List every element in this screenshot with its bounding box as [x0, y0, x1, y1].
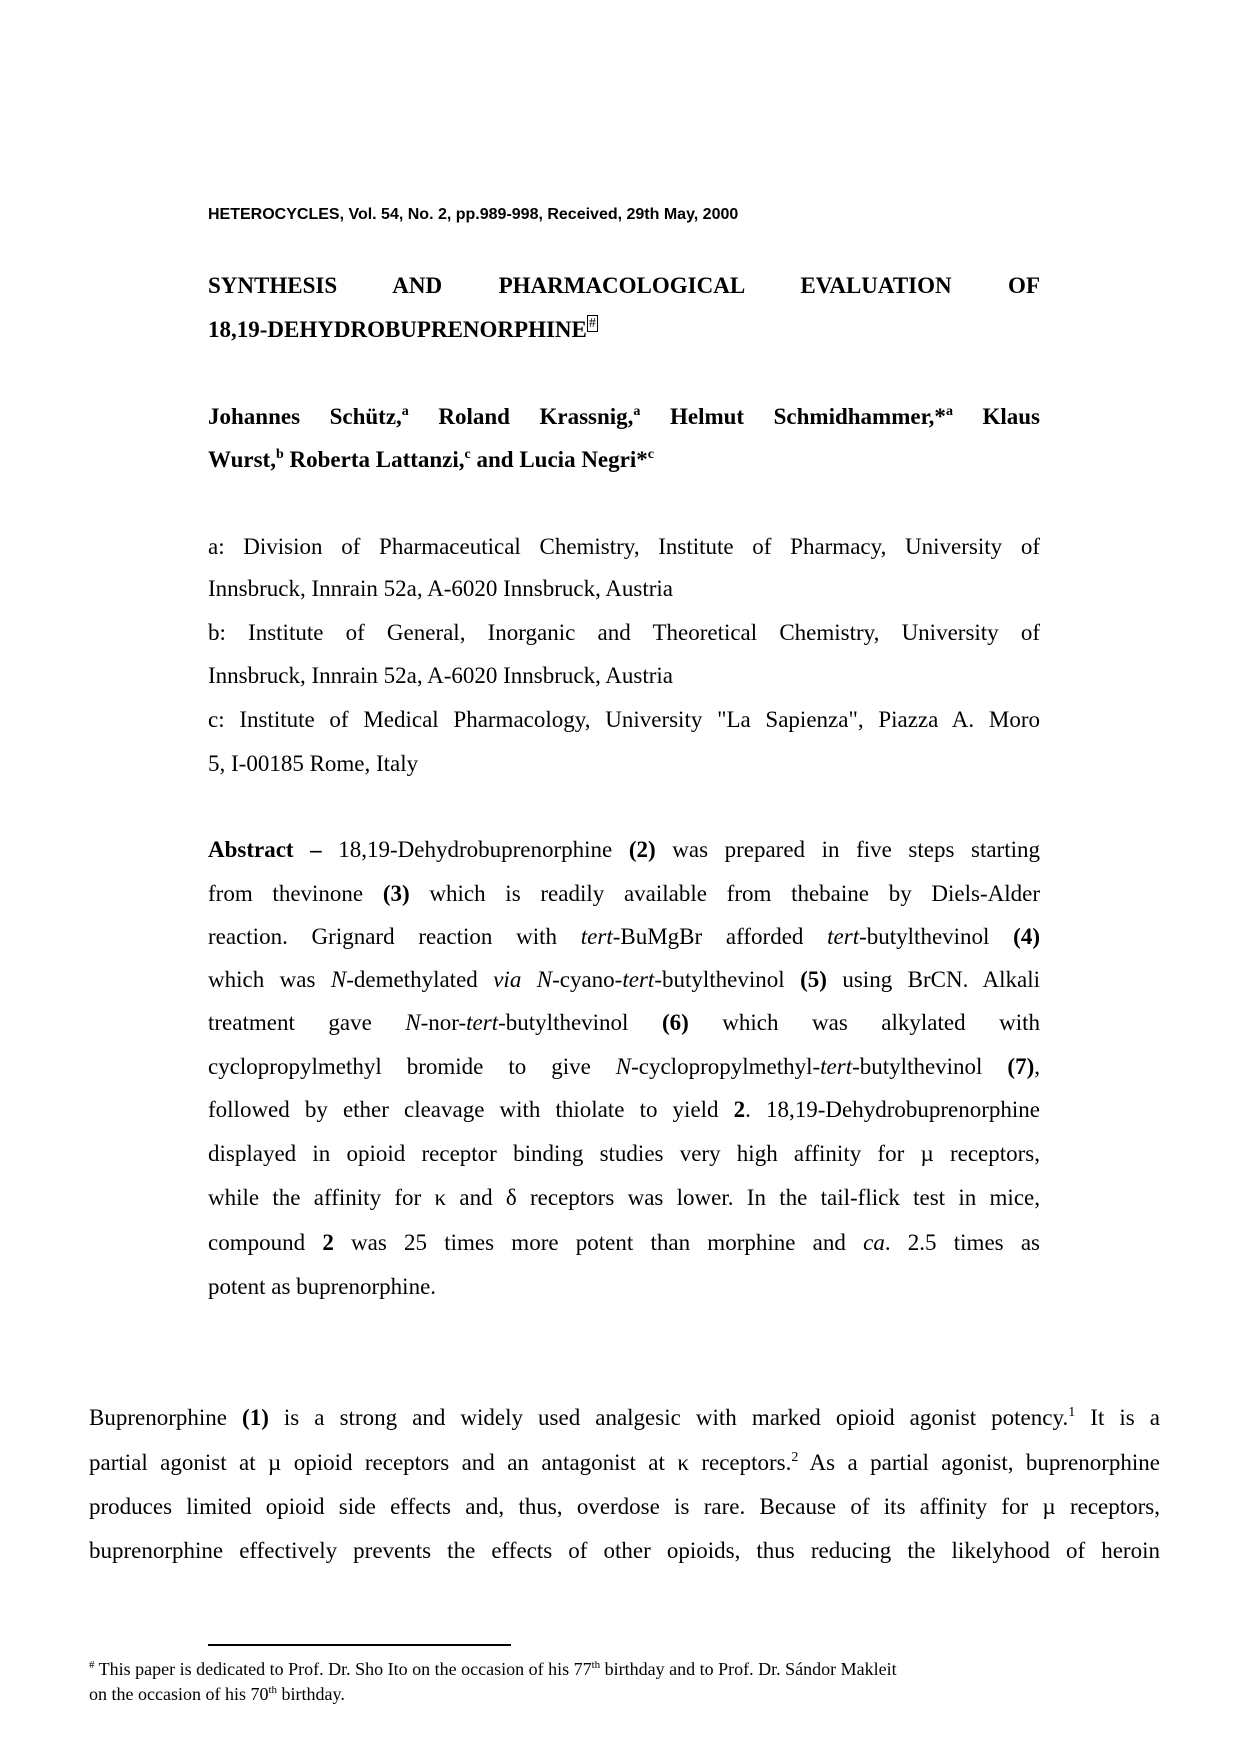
title-line	[208, 271, 1040, 301]
superscript: 1	[1068, 1405, 1076, 1420]
text-run: -butylthevinol	[498, 1010, 662, 1035]
footnote-line	[89, 1658, 897, 1680]
text-run: -butylthevinol	[654, 967, 801, 992]
text-run: N	[405, 1010, 421, 1035]
text-run: 18,19-Dehydrobuprenorphine	[338, 837, 629, 862]
text-run: Wurst,	[208, 447, 276, 472]
abstract-line	[208, 1183, 1040, 1213]
journal-header: HETEROCYCLES, Vol. 54, No. 2, pp.989-998, Received, 29th May, 2000	[208, 206, 739, 223]
text-run: birthday and to Prof. Dr. Sándor Makleit	[600, 1659, 897, 1679]
text-run: tert	[622, 967, 655, 992]
text-run: Johannes Schütz,	[208, 404, 402, 429]
text-run: As a partial agonist, buprenorphine	[798, 1450, 1161, 1475]
authors-line	[208, 445, 1040, 475]
text-run: This paper is dedicated to Prof. Dr. Sho Ito on the occasion of his 77	[94, 1659, 592, 1679]
superscript: #	[588, 316, 596, 331]
text-run: . 2.5 times as	[884, 1230, 1040, 1255]
abstract-line	[208, 1228, 1040, 1258]
body-line	[89, 1492, 1160, 1522]
text-run: -BuMgBr afforded	[612, 924, 828, 949]
abstract-line	[208, 922, 1040, 952]
text-run: -butylthevinol	[859, 924, 1014, 949]
affiliations-line	[208, 574, 1040, 604]
text-run: ca	[863, 1230, 885, 1255]
text-run: was 25 times more potent than morphine and	[333, 1230, 864, 1255]
text-run: (5)	[800, 967, 827, 992]
text-run: followed by ether cleavage with thiolate to yield	[208, 1097, 734, 1122]
text-run: b: Institute of General, Inorganic and Theoretical Chemistry, University of	[208, 620, 1040, 645]
superscript: b	[275, 447, 284, 462]
text-run: 5, I-00185 Rome, Italy	[208, 751, 419, 776]
text-run: (3)	[382, 881, 410, 906]
text-run: Innsbruck, Innrain 52a, A-6020 Innsbruck, Austria	[208, 576, 674, 601]
text-run: Helmut Schmidhammer,*	[640, 404, 946, 429]
superscript: 2	[791, 1450, 799, 1465]
superscript: a	[945, 404, 953, 419]
text-run: -cyano-	[552, 967, 623, 992]
superscript: c	[647, 447, 654, 462]
text-run: c: Institute of Medical Pharmacology, University "La Sapienza", Piazza A. Moro	[208, 707, 1040, 732]
body-line	[89, 1403, 1160, 1433]
abstract-line	[208, 1008, 1040, 1038]
text-run: -cyclopropylmethyl-	[631, 1054, 821, 1079]
text-run: tert	[466, 1010, 499, 1035]
text-run: N	[615, 1054, 632, 1079]
text-run: Abstract –	[208, 837, 339, 862]
abstract-line	[208, 1272, 1040, 1302]
text-run: tert	[820, 1054, 853, 1079]
text-run: on the occasion of his 70	[89, 1684, 269, 1704]
text-run: N	[330, 967, 347, 992]
footnote-line	[89, 1683, 345, 1705]
text-run: -demethylated	[346, 967, 494, 992]
text-run: via N	[493, 967, 553, 992]
text-run: 2	[322, 1230, 334, 1255]
text-run: 2	[733, 1097, 746, 1122]
text-run: ,	[1034, 1054, 1040, 1079]
text-run: (2)	[628, 837, 656, 862]
text-run: from thevinone	[208, 881, 383, 906]
text-run: SYNTHESIS AND PHARMACOLOGICAL EVALUATION OF	[208, 273, 1040, 298]
text-run: cyclopropylmethyl bromide to give	[208, 1054, 616, 1079]
body-line	[89, 1536, 1160, 1566]
text-run: is a strong and widely used analgesic with marked opioid agonist potency.	[268, 1405, 1069, 1430]
text-run: tert	[580, 924, 613, 949]
text-run: Buprenorphine	[89, 1405, 243, 1430]
text-run: Roberta Lattanzi,	[283, 447, 465, 472]
text-run: birthday.	[277, 1684, 345, 1704]
abstract-line	[208, 965, 1040, 995]
text-run: Roland Krassnig,	[408, 404, 634, 429]
text-run: buprenorphine effectively prevents the effects of other opioids, thus reducing the likelyhood of heroin	[89, 1538, 1160, 1563]
text-run: tert	[827, 924, 860, 949]
text-run: treatment gave	[208, 1010, 406, 1035]
text-run: which was alkylated with	[688, 1010, 1041, 1035]
abstract-line	[208, 1095, 1040, 1125]
text-run: partial agonist at µ opioid receptors and an antagonist at κ receptors.	[89, 1450, 792, 1475]
superscript: a	[401, 404, 409, 419]
superscript: #	[89, 1659, 95, 1671]
text-run: while the affinity for κ and δ receptors was lower. In the tail-flick test in mice,	[208, 1185, 1040, 1210]
text-run: compound	[208, 1230, 323, 1255]
text-run: using BrCN. Alkali	[826, 967, 1040, 992]
text-run: displayed in opioid receptor binding studies very high affinity for µ receptors,	[208, 1141, 1040, 1166]
text-run: . 18,19-Dehydrobuprenorphine	[745, 1097, 1040, 1122]
affiliations-line	[208, 749, 1040, 779]
superscript: a	[633, 404, 641, 419]
abstract-line	[208, 835, 1040, 865]
footnote-separator	[208, 1644, 511, 1646]
text-run: Innsbruck, Innrain 52a, A-6020 Innsbruck, Austria	[208, 663, 674, 688]
text-run: a: Division of Pharmaceutical Chemistry, Institute of Pharmacy, University of	[208, 534, 1040, 559]
text-run: reaction. Grignard reaction with	[208, 924, 581, 949]
text-run: Klaus	[952, 404, 1041, 429]
text-run: produces limited opioid side effects and, thus, overdose is rare. Because of its affinity for µ receptors,	[89, 1494, 1160, 1519]
text-run: It is a	[1075, 1405, 1160, 1430]
affiliations-line	[208, 532, 1040, 562]
abstract-line	[208, 879, 1040, 909]
text-run: which is readily available from thebaine by Diels-Alder	[409, 881, 1040, 906]
affiliations-line	[208, 618, 1040, 648]
text-run: (4)	[1013, 924, 1040, 949]
superscript: th	[268, 1684, 278, 1696]
text-run: which was	[208, 967, 331, 992]
authors-line	[208, 402, 1040, 432]
affiliations-line	[208, 661, 1040, 691]
title-line	[208, 315, 1040, 345]
text-run: (6)	[661, 1010, 689, 1035]
text-run: -butylthevinol	[852, 1054, 1008, 1079]
abstract-line	[208, 1139, 1040, 1169]
body-line	[89, 1448, 1160, 1478]
abstract-line	[208, 1052, 1040, 1082]
text-run: was prepared in five steps starting	[655, 837, 1040, 862]
text-run: (7)	[1007, 1054, 1035, 1079]
affiliations-line	[208, 705, 1040, 735]
text-run: 18,19-DEHYDROBUPRENORPHINE	[208, 317, 587, 342]
text-run: and Lucia Negri*	[470, 447, 648, 472]
text-run: -nor-	[420, 1010, 467, 1035]
text-run: potent as buprenorphine.	[208, 1274, 437, 1299]
text-run: (1)	[242, 1405, 269, 1430]
superscript: c	[464, 447, 471, 462]
superscript: th	[591, 1659, 601, 1671]
